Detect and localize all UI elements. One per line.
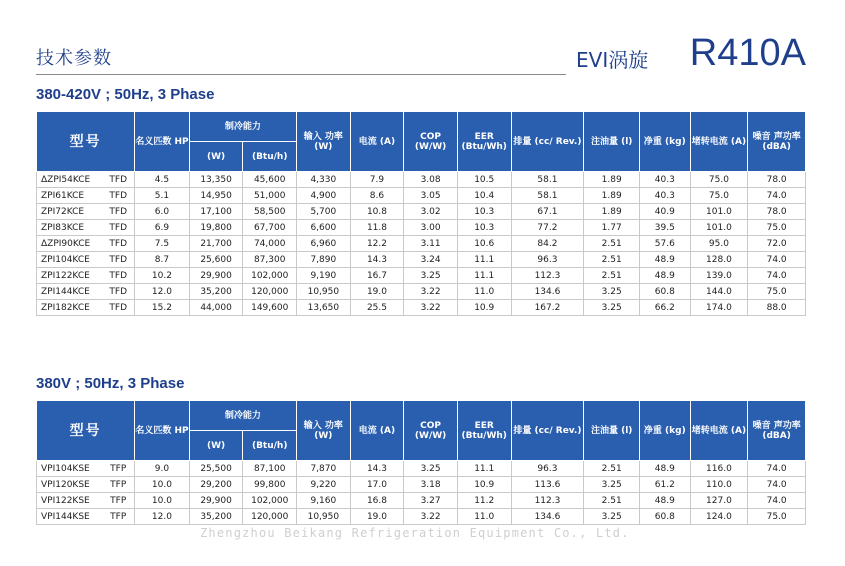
value-cell: 1.89 bbox=[584, 172, 640, 188]
value-cell: 6.0 bbox=[135, 204, 190, 220]
value-cell: 84.2 bbox=[511, 236, 584, 252]
value-cell: 61.2 bbox=[640, 477, 691, 493]
header-model: 型号 bbox=[37, 112, 135, 172]
value-cell: 3.25 bbox=[584, 284, 640, 300]
type-cell: TFP bbox=[102, 493, 134, 509]
value-cell: 12.0 bbox=[135, 284, 190, 300]
value-cell: 3.25 bbox=[584, 300, 640, 316]
type-cell: TFD bbox=[102, 252, 134, 268]
header-capacity: 制冷能力 bbox=[189, 112, 296, 142]
value-cell: 75.0 bbox=[748, 284, 806, 300]
value-cell: 8.7 bbox=[135, 252, 190, 268]
model-cell: ZPI61KCE bbox=[37, 188, 103, 204]
header-hp: 名义匹数 HP bbox=[135, 112, 190, 172]
header-oil-charge: 注油量 (l) bbox=[584, 112, 640, 172]
value-cell: 17,100 bbox=[189, 204, 243, 220]
value-cell: 58,500 bbox=[243, 204, 297, 220]
value-cell: 3.11 bbox=[404, 236, 458, 252]
value-cell: 87,300 bbox=[243, 252, 297, 268]
value-cell: 19.0 bbox=[350, 284, 404, 300]
value-cell: 58.1 bbox=[511, 172, 584, 188]
header-noise: 噪音 声功率 (dBA) bbox=[748, 401, 806, 461]
value-cell: 120,000 bbox=[243, 509, 297, 525]
header-capacity-w: (W) bbox=[189, 142, 243, 172]
header-cop: COP (W/W) bbox=[404, 112, 458, 172]
value-cell: 13,350 bbox=[189, 172, 243, 188]
header-noise: 噪音 声功率 (dBA) bbox=[748, 112, 806, 172]
refrigerant-label: R410A bbox=[689, 32, 806, 74]
value-cell: 12.0 bbox=[135, 509, 190, 525]
value-cell: 134.6 bbox=[511, 284, 584, 300]
value-cell: 1.77 bbox=[584, 220, 640, 236]
value-cell: 149,600 bbox=[243, 300, 297, 316]
model-cell: ΔZPI90KCE bbox=[37, 236, 103, 252]
value-cell: 12.2 bbox=[350, 236, 404, 252]
type-cell: TFD bbox=[102, 220, 134, 236]
value-cell: 3.24 bbox=[404, 252, 458, 268]
value-cell: 3.00 bbox=[404, 220, 458, 236]
value-cell: 101.0 bbox=[690, 204, 748, 220]
value-cell: 88.0 bbox=[748, 300, 806, 316]
model-cell: ΔZPI54KCE bbox=[37, 172, 103, 188]
table-body bbox=[37, 172, 806, 316]
value-cell: 11.1 bbox=[457, 268, 511, 284]
type-cell: TFD bbox=[102, 284, 134, 300]
value-cell: 10,950 bbox=[297, 284, 351, 300]
value-cell: 99,800 bbox=[243, 477, 297, 493]
model-cell: ZPI122KCE bbox=[37, 268, 103, 284]
value-cell: 16.7 bbox=[350, 268, 404, 284]
header-net-weight: 净重 (kg) bbox=[640, 401, 691, 461]
value-cell: 19.0 bbox=[350, 509, 404, 525]
type-cell: TFD bbox=[102, 300, 134, 316]
value-cell: 8.6 bbox=[350, 188, 404, 204]
table-header bbox=[37, 401, 806, 461]
model-cell: VPI122KSE bbox=[37, 493, 103, 509]
value-cell: 3.18 bbox=[404, 477, 458, 493]
value-cell: 10.3 bbox=[457, 220, 511, 236]
value-cell: 10.9 bbox=[457, 477, 511, 493]
value-cell: 4.5 bbox=[135, 172, 190, 188]
value-cell: 3.05 bbox=[404, 188, 458, 204]
watermark-text: Zhengzhou Beikang Refrigeration Equipment Co., Ltd. bbox=[200, 526, 630, 540]
value-cell: 25.5 bbox=[350, 300, 404, 316]
value-cell: 5.1 bbox=[135, 188, 190, 204]
value-cell: 96.3 bbox=[511, 252, 584, 268]
value-cell: 51,000 bbox=[243, 188, 297, 204]
value-cell: 35,200 bbox=[189, 284, 243, 300]
value-cell: 75.0 bbox=[748, 509, 806, 525]
value-cell: 167.2 bbox=[511, 300, 584, 316]
value-cell: 10,950 bbox=[297, 509, 351, 525]
model-cell: VPI104KSE bbox=[37, 461, 103, 477]
value-cell: 67,700 bbox=[243, 220, 297, 236]
table-row bbox=[37, 300, 806, 316]
header-current: 电流 (A) bbox=[350, 112, 404, 172]
page-title: 技术参数 bbox=[36, 48, 112, 69]
value-cell: 17.0 bbox=[350, 477, 404, 493]
value-cell: 10.2 bbox=[135, 268, 190, 284]
value-cell: 60.8 bbox=[640, 284, 691, 300]
header-capacity-btu: (Btu/h) bbox=[243, 142, 297, 172]
value-cell: 11.0 bbox=[457, 284, 511, 300]
value-cell: 144.0 bbox=[690, 284, 748, 300]
value-cell: 19,800 bbox=[189, 220, 243, 236]
header-divider bbox=[36, 74, 566, 75]
type-cell: TFD bbox=[102, 172, 134, 188]
value-cell: 74.0 bbox=[748, 188, 806, 204]
value-cell: 102,000 bbox=[243, 493, 297, 509]
value-cell: 113.6 bbox=[511, 477, 584, 493]
table-row bbox=[37, 461, 806, 477]
value-cell: 7,890 bbox=[297, 252, 351, 268]
value-cell: 15.2 bbox=[135, 300, 190, 316]
value-cell: 2.51 bbox=[584, 461, 640, 477]
model-cell: ZPI182KCE bbox=[37, 300, 103, 316]
value-cell: 10.0 bbox=[135, 493, 190, 509]
value-cell: 2.51 bbox=[584, 252, 640, 268]
header-capacity-btu: (Btu/h) bbox=[243, 431, 297, 461]
value-cell: 3.25 bbox=[584, 509, 640, 525]
section-title-380-420v: 380-420V ; 50Hz, 3 Phase bbox=[36, 86, 215, 103]
value-cell: 16.8 bbox=[350, 493, 404, 509]
table-row bbox=[37, 509, 806, 525]
type-cell: TFP bbox=[102, 477, 134, 493]
value-cell: 74.0 bbox=[748, 461, 806, 477]
model-cell: ZPI83KCE bbox=[37, 220, 103, 236]
value-cell: 75.0 bbox=[690, 172, 748, 188]
header-net-weight: 净重 (kg) bbox=[640, 112, 691, 172]
value-cell: 6.9 bbox=[135, 220, 190, 236]
value-cell: 75.0 bbox=[748, 220, 806, 236]
header-capacity-w: (W) bbox=[189, 431, 243, 461]
value-cell: 7.5 bbox=[135, 236, 190, 252]
table-row bbox=[37, 172, 806, 188]
type-cell: TFD bbox=[102, 204, 134, 220]
value-cell: 74.0 bbox=[748, 252, 806, 268]
value-cell: 11.2 bbox=[457, 493, 511, 509]
value-cell: 39.5 bbox=[640, 220, 691, 236]
value-cell: 2.51 bbox=[584, 236, 640, 252]
value-cell: 14,950 bbox=[189, 188, 243, 204]
value-cell: 127.0 bbox=[690, 493, 748, 509]
value-cell: 2.51 bbox=[584, 268, 640, 284]
table-row bbox=[37, 204, 806, 220]
value-cell: 134.6 bbox=[511, 509, 584, 525]
header-displacement: 排量 (cc/ Rev.) bbox=[511, 401, 584, 461]
value-cell: 78.0 bbox=[748, 204, 806, 220]
value-cell: 10.9 bbox=[457, 300, 511, 316]
header-oil-charge: 注油量 (l) bbox=[584, 401, 640, 461]
header-current: 电流 (A) bbox=[350, 401, 404, 461]
value-cell: 6,600 bbox=[297, 220, 351, 236]
section-title-380v: 380V ; 50Hz, 3 Phase bbox=[36, 375, 185, 392]
table-row bbox=[37, 493, 806, 509]
value-cell: 48.9 bbox=[640, 461, 691, 477]
header-capacity: 制冷能力 bbox=[189, 401, 296, 431]
table-row bbox=[37, 236, 806, 252]
value-cell: 74,000 bbox=[243, 236, 297, 252]
value-cell: 74.0 bbox=[748, 493, 806, 509]
header-locked-rotor-current: 堵转电流 (A) bbox=[690, 401, 748, 461]
value-cell: 9,190 bbox=[297, 268, 351, 284]
value-cell: 110.0 bbox=[690, 477, 748, 493]
value-cell: 48.9 bbox=[640, 493, 691, 509]
value-cell: 10.4 bbox=[457, 188, 511, 204]
header-hp: 名义匹数 HP bbox=[135, 401, 190, 461]
value-cell: 11.1 bbox=[457, 461, 511, 477]
header-locked-rotor-current: 堵转电流 (A) bbox=[690, 112, 748, 172]
value-cell: 3.25 bbox=[584, 477, 640, 493]
value-cell: 3.22 bbox=[404, 284, 458, 300]
header-cop: COP (W/W) bbox=[404, 401, 458, 461]
value-cell: 3.22 bbox=[404, 509, 458, 525]
value-cell: 96.3 bbox=[511, 461, 584, 477]
value-cell: 3.08 bbox=[404, 172, 458, 188]
value-cell: 57.6 bbox=[640, 236, 691, 252]
value-cell: 112.3 bbox=[511, 268, 584, 284]
header-input-power: 输入 功率 (W) bbox=[297, 112, 351, 172]
value-cell: 1.89 bbox=[584, 204, 640, 220]
table-row bbox=[37, 220, 806, 236]
value-cell: 74.0 bbox=[748, 477, 806, 493]
value-cell: 4,330 bbox=[297, 172, 351, 188]
table-body bbox=[37, 461, 806, 525]
value-cell: 128.0 bbox=[690, 252, 748, 268]
value-cell: 21,700 bbox=[189, 236, 243, 252]
header-eer: EER (Btu/Wh) bbox=[457, 401, 511, 461]
value-cell: 66.2 bbox=[640, 300, 691, 316]
value-cell: 48.9 bbox=[640, 252, 691, 268]
value-cell: 9,160 bbox=[297, 493, 351, 509]
model-cell: VPI120KSE bbox=[37, 477, 103, 493]
value-cell: 3.25 bbox=[404, 268, 458, 284]
value-cell: 174.0 bbox=[690, 300, 748, 316]
type-cell: TFD bbox=[102, 188, 134, 204]
value-cell: 3.27 bbox=[404, 493, 458, 509]
value-cell: 58.1 bbox=[511, 188, 584, 204]
table-row bbox=[37, 284, 806, 300]
value-cell: 10.0 bbox=[135, 477, 190, 493]
header-input-power: 输入 功率 (W) bbox=[297, 401, 351, 461]
table-row bbox=[37, 268, 806, 284]
value-cell: 2.51 bbox=[584, 493, 640, 509]
header-eer: EER (Btu/Wh) bbox=[457, 112, 511, 172]
value-cell: 40.9 bbox=[640, 204, 691, 220]
value-cell: 3.02 bbox=[404, 204, 458, 220]
table-row bbox=[37, 477, 806, 493]
table-header bbox=[37, 112, 806, 172]
type-cell: TFD bbox=[102, 236, 134, 252]
value-cell: 75.0 bbox=[690, 188, 748, 204]
model-cell: ZPI72KCE bbox=[37, 204, 103, 220]
model-cell: VPI144KSE bbox=[37, 509, 103, 525]
value-cell: 11.1 bbox=[457, 252, 511, 268]
value-cell: 10.6 bbox=[457, 236, 511, 252]
model-cell: ZPI144KCE bbox=[37, 284, 103, 300]
value-cell: 4,900 bbox=[297, 188, 351, 204]
value-cell: 102,000 bbox=[243, 268, 297, 284]
value-cell: 72.0 bbox=[748, 236, 806, 252]
value-cell: 5,700 bbox=[297, 204, 351, 220]
value-cell: 9.0 bbox=[135, 461, 190, 477]
header-model: 型号 bbox=[37, 401, 135, 461]
value-cell: 3.25 bbox=[404, 461, 458, 477]
value-cell: 67.1 bbox=[511, 204, 584, 220]
value-cell: 29,900 bbox=[189, 493, 243, 509]
type-cell: TFD bbox=[102, 268, 134, 284]
value-cell: 139.0 bbox=[690, 268, 748, 284]
value-cell: 101.0 bbox=[690, 220, 748, 236]
table-row bbox=[37, 252, 806, 268]
value-cell: 11.8 bbox=[350, 220, 404, 236]
value-cell: 48.9 bbox=[640, 268, 691, 284]
value-cell: 10.5 bbox=[457, 172, 511, 188]
value-cell: 78.0 bbox=[748, 172, 806, 188]
value-cell: 7,870 bbox=[297, 461, 351, 477]
value-cell: 13,650 bbox=[297, 300, 351, 316]
header-displacement: 排量 (cc/ Rev.) bbox=[511, 112, 584, 172]
value-cell: 74.0 bbox=[748, 268, 806, 284]
table-row bbox=[37, 188, 806, 204]
type-cell: TFP bbox=[102, 509, 134, 525]
value-cell: 87,100 bbox=[243, 461, 297, 477]
value-cell: 6,960 bbox=[297, 236, 351, 252]
value-cell: 44,000 bbox=[189, 300, 243, 316]
value-cell: 3.22 bbox=[404, 300, 458, 316]
value-cell: 11.0 bbox=[457, 509, 511, 525]
value-cell: 45,600 bbox=[243, 172, 297, 188]
product-series-label: EVI涡旋 bbox=[576, 48, 649, 72]
spec-table-380-420v bbox=[36, 111, 806, 316]
value-cell: 95.0 bbox=[690, 236, 748, 252]
value-cell: 112.3 bbox=[511, 493, 584, 509]
type-cell: TFP bbox=[102, 461, 134, 477]
value-cell: 25,500 bbox=[189, 461, 243, 477]
value-cell: 35,200 bbox=[189, 509, 243, 525]
value-cell: 10.8 bbox=[350, 204, 404, 220]
spec-table-380v bbox=[36, 400, 806, 525]
value-cell: 29,900 bbox=[189, 268, 243, 284]
value-cell: 29,200 bbox=[189, 477, 243, 493]
value-cell: 40.3 bbox=[640, 172, 691, 188]
value-cell: 40.3 bbox=[640, 188, 691, 204]
value-cell: 7.9 bbox=[350, 172, 404, 188]
value-cell: 77.2 bbox=[511, 220, 584, 236]
value-cell: 60.8 bbox=[640, 509, 691, 525]
value-cell: 1.89 bbox=[584, 188, 640, 204]
value-cell: 116.0 bbox=[690, 461, 748, 477]
value-cell: 14.3 bbox=[350, 461, 404, 477]
value-cell: 14.3 bbox=[350, 252, 404, 268]
page-header bbox=[36, 32, 806, 88]
value-cell: 124.0 bbox=[690, 509, 748, 525]
value-cell: 25,600 bbox=[189, 252, 243, 268]
value-cell: 10.3 bbox=[457, 204, 511, 220]
value-cell: 9,220 bbox=[297, 477, 351, 493]
model-cell: ZPI104KCE bbox=[37, 252, 103, 268]
value-cell: 120,000 bbox=[243, 284, 297, 300]
